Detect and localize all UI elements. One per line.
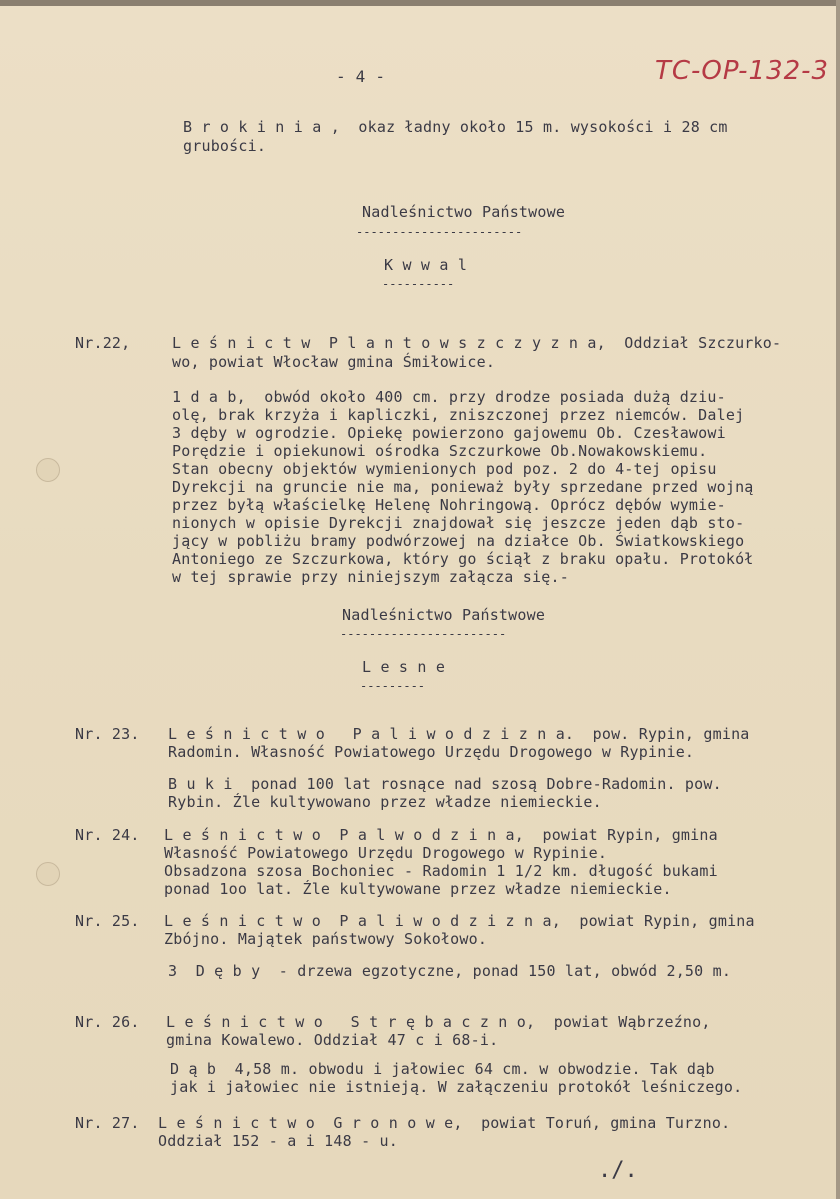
entry-number: Nr. 27. (75, 1114, 140, 1132)
section-name: K w w a l (384, 256, 468, 274)
continuation-mark: ./. (598, 1158, 638, 1183)
entry-line: L e ś n i c t w o G r o n o w e, powiat Toruń, gmina Turzno. (158, 1114, 731, 1132)
entry-line: L e ś n i c t w o P a l i w o d z i z n a. pow. Rypin, gmina (168, 725, 750, 743)
entry-line: wo, powiat Włocław gmina Śmiłowice. (172, 353, 496, 371)
page-edge-top (0, 0, 840, 6)
page-number: - 4 - (336, 67, 386, 86)
intro-line: grubości. (183, 137, 267, 155)
entry-body-line: B u k i ponad 100 lat rosnące nad szosą Dobre-Radomin. pow. (168, 775, 722, 793)
entry-body-line: olę, brak krzyża i kapliczki, zniszczonej przez niemców. Dalej (172, 406, 745, 424)
entry-body-line: 3 D ę b y - drzewa egzotyczne, ponad 150 lat, obwód 2,50 m. (168, 962, 732, 980)
entry-body-line: Antoniego ze Szczurkowa, który go ściął z braku opału. Protokół (172, 550, 754, 568)
section-title: Nadleśnictwo Państwowe (362, 203, 566, 221)
punch-hole (36, 862, 60, 886)
entry-line: Oddział 152 - a i 148 - u. (158, 1132, 398, 1150)
entry-line: Radomin. Własność Powiatowego Urzędu Drogowego w Rypinie. (168, 743, 695, 761)
entry-body-line: 1 d a b, obwód około 400 cm. przy drodze posiada dużą dziu- (172, 388, 726, 406)
entry-body-line: D ą b 4,58 m. obwodu i jałowiec 64 cm. w obwodzie. Tak dąb (170, 1060, 715, 1078)
punch-hole (36, 458, 60, 482)
entry-body-line: 3 dęby w ogrodzie. Opiekę powierzono gajowemu Ob. Czesławowi (172, 424, 726, 442)
section-underline: ----------------------- (340, 627, 507, 641)
entry-line: Zbójno. Majątek państwowy Sokołowo. (164, 930, 488, 948)
entry-line: L e ś n i c t w o S t r ę b a c z n o, powiat Wąbrzeźno, (166, 1013, 711, 1031)
entry-number: Nr. 24. (75, 826, 140, 844)
entry-body-line: Porędzie i opiekunowi ośrodka Szczurkowe Ob.Nowakowskiemu. (172, 442, 708, 460)
entry-line: Własność Powiatowego Urzędu Drogowego w Rypinie. (164, 844, 608, 862)
section-underline: ----------------------- (356, 225, 523, 239)
entry-number: Nr. 25. (75, 912, 140, 930)
section-name-underline: ---------- (382, 277, 455, 291)
page-edge-right (836, 0, 840, 1199)
section-name-underline: --------- (360, 679, 426, 693)
entry-body-line: Dyrekcji na gruncie nie ma, ponieważ były sprzedane przed wojną (172, 478, 754, 496)
entry-line: gmina Kowalewo. Oddział 47 c i 68-i. (166, 1031, 499, 1049)
entry-line: L e ś n i c t w P l a n t o w s z c z y z n a, Oddział Szczurko- (172, 334, 782, 352)
section-title: Nadleśnictwo Państwowe (342, 606, 546, 624)
entry-body-line: jący w pobliżu bramy podwórzowej na działce Ob. Światkowskiego (172, 532, 745, 550)
entry-line: L e ś n i c t w o P a l i w o d z i z n a, powiat Rypin, gmina (164, 912, 755, 930)
section-name: L e s n e (362, 658, 446, 676)
entry-body-line: Rybin. Źle kultywowano przez władze niemieckie. (168, 793, 602, 811)
archive-reference-handwritten: TC-OP-132-3 (655, 56, 830, 86)
intro-line: B r o k i n i a , okaz ładny około 15 m. wysokości i 28 cm (183, 118, 728, 136)
entry-body-line: Stan obecny objektów wymienionych pod poz. 2 do 4-tej opisu (172, 460, 717, 478)
entry-body-line: w tej sprawie przy niniejszym załącza się.- (172, 568, 569, 586)
entry-line: L e ś n i c t w o P a l w o d z i n a, powiat Rypin, gmina (164, 826, 718, 844)
entry-line: Obsadzona szosa Bochoniec - Radomin 1 1/2 km. długość bukami (164, 862, 718, 880)
entry-body-line: nionych w opisie Dyrekcji znajdował się jeszcze jeden dąb sto- (172, 514, 745, 532)
entry-number: Nr. 23. (75, 725, 140, 743)
entry-line: ponad 1oo lat. Źle kultywowane przez władze niemieckie. (164, 880, 672, 898)
entry-body-line: jak i jałowiec nie istnieją. W załączeniu protokół leśniczego. (170, 1078, 743, 1096)
entry-body-line: przez byłą właścielkę Helenę Nohringową. Oprócz dębów wymie- (172, 496, 726, 514)
entry-number: Nr. 26. (75, 1013, 140, 1031)
entry-number: Nr.22, (75, 334, 131, 352)
